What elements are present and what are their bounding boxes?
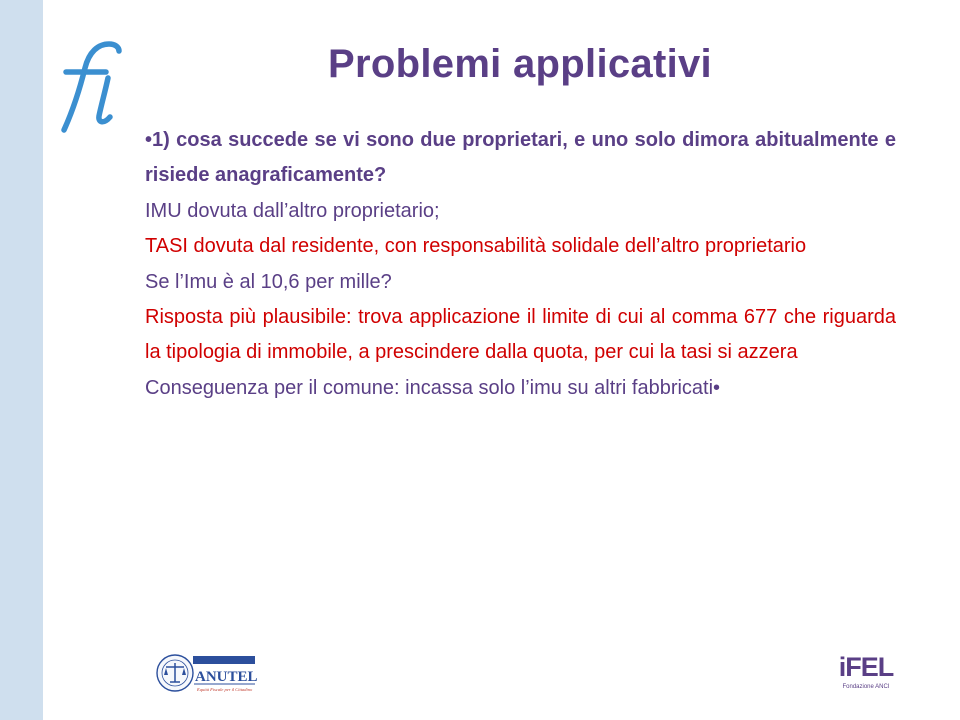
side-band	[0, 0, 43, 720]
imu-paragraph: IMU dovuta dall’altro proprietario;	[145, 199, 440, 222]
answer-paragraph: Risposta più plausibile: trova applicazione il limite di cui al comma 677 che riguarda la tipologia di immobile, a prescindere dalla quota, per cui la tasi si azzera	[145, 306, 896, 364]
anutel-tagline: Equità Fiscale per il Cittadino	[197, 687, 253, 692]
fi-logo	[58, 38, 134, 136]
ifel-subtitle: Fondazione ANCI	[842, 684, 890, 690]
ifel-wordmark: iFEL	[838, 652, 894, 682]
anutel-logo	[156, 652, 258, 694]
slide-title: Problemi applicativi	[328, 42, 712, 86]
anutel-wordmark: ANUTEL	[195, 669, 258, 685]
slide-body	[145, 123, 896, 406]
imu-rate-question: Se l’Imu è al 10,6 per mille?	[145, 270, 392, 293]
question-paragraph: •1) cosa succede se vi sono due proprietari, e uno solo dimora abitualmente e risiede anagraficamente?	[145, 129, 896, 187]
ifel-logo	[835, 652, 897, 696]
consequence-paragraph: Conseguenza per il comune: incassa solo l’imu su altri fabbricati•	[145, 376, 721, 399]
tasi-paragraph: TASI dovuta dal residente, con responsabilità solidale dell’altro proprietario	[145, 235, 807, 258]
